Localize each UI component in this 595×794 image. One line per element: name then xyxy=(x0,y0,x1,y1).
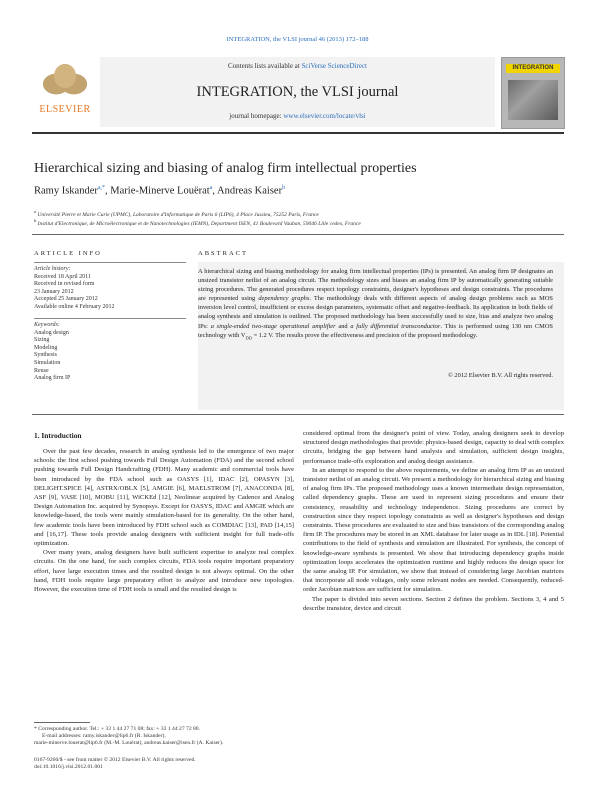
keyword: Synthesis xyxy=(34,352,58,359)
journal-cover-thumbnail xyxy=(501,57,565,129)
column-left xyxy=(34,447,294,594)
article-info-heading: ARTICLE INFO xyxy=(34,250,102,257)
column-right xyxy=(303,429,564,613)
abstract-span: . The methodology deals with different aspects of analog design problems such as MOS inversion level control, insufficient or excess design parameters, systematic offset and negative-feedback. Its application in both fields of analog synthesis and simulation is outlined. The proposed methodology has been successfully used to size, bias and analyze two analog IPs: xyxy=(198,295,553,330)
author-name[interactable]: Marie-Minerve Louërat xyxy=(110,185,210,197)
paragraph: Over many years, analog designers have built sufficient expertise to analyze real complex circuits. On the one hand, for such complex circuits, FDA tools require important preparatory effort, have large execution times and the resulted design is not always optimal. On the other hand, FDH tools require large preparatory effort to analyze and introduce new topologies. However, the execution time of FDH tools is small and the resulted design is xyxy=(34,549,294,594)
tree-icon xyxy=(43,60,87,100)
affiliation-text: Université Pierre et Marie Curie (UPMC), Laboratoire d'Informatique de Paris 6 (LIP6), 4 Place Jussieu, 75252 Paris, France xyxy=(37,211,319,218)
author-sup[interactable]: b xyxy=(282,185,286,191)
article-info-rule xyxy=(34,262,186,263)
cover-title-bar: INTEGRATION xyxy=(506,64,560,73)
abstract-span: = 1.2 V. The results prove the effectiveness and precision of the proposed methodology. xyxy=(253,331,478,339)
abstract-span: . This is performed using 130 nm CMOS technology with V xyxy=(198,322,553,339)
abstract-span: a fully differential transconductor xyxy=(350,322,441,330)
keywords xyxy=(34,322,186,383)
article-history xyxy=(34,266,186,312)
abstract-copyright: © 2012 Elsevier B.V. All rights reserved. xyxy=(447,372,553,379)
keyword: Reuse xyxy=(34,367,49,374)
paragraph: In an attempt to respond to the above requirements, we define an analog firm IP as an unsized transistor netlist of an analog circuit. We present a methodology for hierarchical sizing and biasing of analog firm IPs. The proposed methodology uses a known intermediate design representation, called dependency graphs. These are used to represent sizing procedures and ensure their consistency, reusability and technology independence. Sizing procedures are correct by construction since they respect topology constraints as well as designer's hypotheses and design constraints. These procedures are evaluated to size and bias transistors of the corresponding analog firm IP. The procedures may be stored in an XML database for later usage as in IDL [18]. Potential contributions to the field of synthesis and simulation are illustrated. For synthesis, the concept of knowledge-aware synthesis is presented. We show that introducing dependency graphs inside optimization loops accelerates the optimization runtime and highly reduces the design space for the same analog IP. For simulation, we show that instead of considering large Jacobian matrices that incorporate all node voltages, only some relevant nodes are needed. Consequently, reduced-order Jacobian matrices are sufficient for simulation. xyxy=(303,466,564,594)
abstract-span: DD xyxy=(245,334,252,340)
history-line: Accepted 25 January 2012 xyxy=(34,296,98,303)
cover-image xyxy=(508,80,558,120)
elsevier-wordmark: ELSEVIER xyxy=(39,104,91,115)
abstract-span: and xyxy=(338,322,348,330)
history-line: Available online 4 February 2012 xyxy=(34,303,115,310)
keyword: Sizing xyxy=(34,337,50,344)
header-rule xyxy=(32,132,564,134)
history-label: Article history: xyxy=(34,266,71,272)
journal-title: INTEGRATION, the VLSI journal xyxy=(196,84,399,100)
imprint-line: 0167-9260/$ - see front matter © 2012 Elsevier B.V. All rights reserved. xyxy=(34,757,196,763)
keyword: Simulation xyxy=(34,359,61,366)
contents-line xyxy=(100,62,495,70)
homepage-link[interactable]: www.elsevier.com/locate/vlsi xyxy=(283,112,366,120)
title-rule xyxy=(32,234,564,235)
footnote-rule xyxy=(34,722,90,723)
homepage-prefix: journal homepage: xyxy=(229,112,282,120)
author-sup[interactable]: a,* xyxy=(97,185,106,191)
paragraph: The paper is divided into seven sections. Section 2 defines the problem. Sections 3, 4 and 5 describe transistor, device and circuit xyxy=(303,595,564,612)
keyword: Analog firm IP xyxy=(34,375,71,382)
author-name[interactable]: Ramy Iskander xyxy=(34,185,98,197)
author-list: Ramy Iskander$^{a,*}$, Marie-Minerve Louërat$^a$, Andreas Kaiser$^b$ xyxy=(34,185,286,197)
footnote-line: * Corresponding author. Tel.: + 33 1 44 27 71 08; fax: + 33 1 44 27 72 80. xyxy=(34,726,201,732)
running-head[interactable]: INTEGRATION, the VLSI journal 46 (2013) 172–188 xyxy=(226,36,369,43)
paragraph: Over the past few decades, research in analog synthesis led to the emergence of two major schools: the first school pushing towards Full Design Automation (FDA) and the second school pushing towards Full Design Handcrafting (FDH). Many academic and commercial tools have been introduced by the FDA school such as OASYS [1], IDAC [2], OPASYN [3], DELIGHT.SPICE [4], ASTRX/OBLX [5], AMGIE [6], MAELSTROM [7], ANACONDA [8], ASF [9], VASE [10], MOBU [11], WiCKEd [12], Neolinear acquired by Cadence and Analog Design Automation Inc. acquired by Synopsys. Except for OASYS, IDAC and AMGIE which are knowledge-based, the tools were mainly simulation-based for its generality. On the other hand, few academic tools have been introduced by FDH school such as COMDIAC [13], PAD [14,15] and [16,17]. These tools provide analog designers with sufficient insight for full trade-offs optimization. xyxy=(34,448,294,548)
history-line: Received 18 April 2011 xyxy=(34,273,91,280)
contents-prefix: Contents lists available at xyxy=(228,62,300,70)
article-title: Hierarchical sizing and biasing of analog firm intellectual properties xyxy=(34,161,417,176)
doi-link[interactable]: doi:10.1016/j.vlsi.2012.01.001 xyxy=(34,764,103,771)
abstract-span: A hierarchical sizing and biasing methodology for analog firm intellectual properties (IPs) is presented. An analog firm IP designates an unsized transistor netlist of an analog circuit. The methodology sizes and biases an analog firm IP by automatically generating suitable sizing procedures. The generated procedures respect topology constraints, designer's hypotheses and design constraints. The procedures are represented using xyxy=(198,268,553,303)
affiliation-sup: b xyxy=(34,218,37,223)
footnote xyxy=(34,726,294,748)
keywords-label: Keywords: xyxy=(34,322,60,328)
abstract-text xyxy=(198,267,553,342)
abstract-span: dependency graphs xyxy=(258,295,310,303)
homepage-line xyxy=(100,112,495,120)
keyword: Analog design xyxy=(34,329,69,336)
footnote-line[interactable]: marie-minerve.louerat@lip6.fr (M.-M. Louërat), andreas.kaiser@isen.fr (A. Kaiser). xyxy=(34,740,224,747)
keyword: Modeling xyxy=(34,344,58,351)
paragraph: considered optimal from the designer's point of view. Today, analog designers seek to develop structured design methodologies that provide: physics-based design, capacity to deal with complex circuits, bridging the gap between hand analysis and simulation, sufficient design insights, performance trade-offs exploration and analog design assistance. xyxy=(303,430,564,465)
footnote-line[interactable]: E-mail addresses: ramy.iskander@lip6.fr (R. Iskander), xyxy=(42,733,166,740)
affiliation xyxy=(34,218,361,227)
affiliation-text: Institut d'Electronique, de Microélectronique et de Nanotechnologies (IEMN), Department ISEN, 41 Boulevard Vauban, 59046 Lille cedex, France xyxy=(37,220,361,227)
history-line: Received in revised form xyxy=(34,281,95,288)
abstract-bottom-rule xyxy=(32,414,564,415)
abstract-span: a single-ended two-stage operational amplifier xyxy=(210,322,336,330)
section-heading-introduction: 1. Introduction xyxy=(34,431,82,440)
author-name[interactable]: Andreas Kaiser xyxy=(217,185,283,197)
keywords-rule xyxy=(34,318,186,319)
author-sup[interactable]: a xyxy=(209,185,213,191)
elsevier-logo xyxy=(33,58,97,118)
abstract-heading: ABSTRACT xyxy=(198,250,248,257)
affiliation-sup: a xyxy=(34,209,37,214)
sciencedirect-link[interactable]: SciVerse ScienceDirect xyxy=(301,62,367,70)
affiliation xyxy=(34,209,319,218)
imprint xyxy=(34,757,294,772)
history-line: 23 January 2012 xyxy=(34,288,74,295)
